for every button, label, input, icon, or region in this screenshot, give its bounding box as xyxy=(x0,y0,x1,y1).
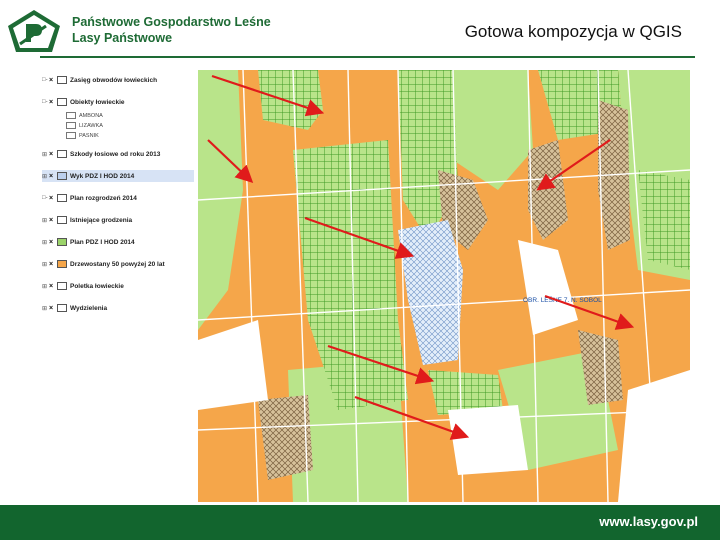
layer-label: Drzewostany 50 powyżej 20 lat xyxy=(70,260,165,268)
open-area xyxy=(448,405,528,475)
sublayer-item xyxy=(66,112,103,119)
layer-symbol-icon xyxy=(57,216,67,224)
layer-row[interactable] xyxy=(42,302,107,314)
expand-toggle-icon[interactable]: ⊞ xyxy=(42,305,48,312)
sublayer-label: LIZAWKA xyxy=(79,122,103,129)
layer-symbol-icon xyxy=(57,260,67,268)
expand-toggle-icon[interactable]: □- xyxy=(42,77,48,83)
layer-symbol-icon xyxy=(57,238,67,246)
layer-label: Zasięg obwodów łowieckich xyxy=(70,76,158,84)
expand-toggle-icon[interactable]: ⊞ xyxy=(42,261,48,268)
layer-row[interactable] xyxy=(42,236,135,248)
map-canvas[interactable] xyxy=(198,70,690,502)
expand-toggle-icon[interactable]: ⊞ xyxy=(42,173,48,180)
layer-visibility-checkbox[interactable]: × xyxy=(49,98,54,106)
layer-symbol-icon xyxy=(57,76,67,84)
layer-symbol-icon xyxy=(57,172,67,180)
fenced-plot xyxy=(258,70,323,130)
layer-visibility-checkbox[interactable]: × xyxy=(49,194,54,202)
layer-label: Szkody łosiowe od roku 2013 xyxy=(70,150,161,158)
layer-symbol-icon xyxy=(57,282,67,290)
layer-row[interactable] xyxy=(42,96,125,108)
layer-label: Wyk PDZ I HOD 2014 xyxy=(70,172,135,180)
layer-row[interactable] xyxy=(42,280,124,292)
layers-panel xyxy=(40,70,199,502)
qgis-screenshot xyxy=(40,70,690,502)
sublayer-symbol-icon xyxy=(66,122,76,129)
website-url[interactable]: www.lasy.gov.pl xyxy=(599,514,698,529)
layer-label: Wydzielenia xyxy=(70,304,108,312)
layer-symbol-icon xyxy=(57,194,67,202)
expand-toggle-icon[interactable]: □- xyxy=(42,195,48,201)
layer-row[interactable] xyxy=(42,148,160,160)
sublayer-label: PASNIK xyxy=(79,132,99,139)
expand-toggle-icon[interactable]: ⊞ xyxy=(42,217,48,224)
org-line-1: Państwowe Gospodarstwo Leśne xyxy=(72,15,271,29)
layer-row[interactable] xyxy=(42,214,132,226)
sublayer-item xyxy=(66,122,103,129)
layer-label: Plan rozgrodzeń 2014 xyxy=(70,194,137,202)
slide-header xyxy=(0,0,720,60)
layer-visibility-checkbox[interactable]: × xyxy=(49,282,54,290)
layer-row[interactable] xyxy=(42,258,165,270)
lasy-panstwowe-logo xyxy=(6,8,62,54)
layer-visibility-checkbox[interactable]: × xyxy=(49,304,54,312)
expand-toggle-icon[interactable]: ⊞ xyxy=(42,239,48,246)
slide-footer xyxy=(0,505,720,540)
layer-row[interactable] xyxy=(42,74,157,86)
layer-visibility-checkbox[interactable]: × xyxy=(49,260,54,268)
layer-visibility-checkbox[interactable]: × xyxy=(49,150,54,158)
layer-visibility-checkbox[interactable]: × xyxy=(49,172,54,180)
sublayer-label: AMBONA xyxy=(79,112,103,119)
layer-symbol-icon xyxy=(57,98,67,106)
layer-row[interactable] xyxy=(42,192,137,204)
layer-visibility-checkbox[interactable]: × xyxy=(49,216,54,224)
sublayer-symbol-icon xyxy=(66,132,76,139)
slide-title: Gotowa kompozycja w QGIS xyxy=(464,22,682,41)
map-annotation: OBR. LEŚNE 7. N. SOBOL xyxy=(523,297,602,304)
layer-symbol-icon xyxy=(57,304,67,312)
layer-label: Obiekty łowieckie xyxy=(70,98,125,106)
sublayer-symbol-icon xyxy=(66,112,76,119)
layer-label: Istniejące grodzenia xyxy=(70,216,133,224)
header-divider xyxy=(40,56,695,58)
layer-symbol-icon xyxy=(57,150,67,158)
expand-toggle-icon[interactable]: ⊞ xyxy=(42,151,48,158)
sublayer-item xyxy=(66,132,99,139)
layer-visibility-checkbox[interactable]: × xyxy=(49,238,54,246)
organization-name xyxy=(72,14,271,46)
expand-toggle-icon[interactable]: □- xyxy=(42,99,48,105)
layer-visibility-checkbox[interactable]: × xyxy=(49,76,54,84)
layer-label: Plan PDZ I HOD 2014 xyxy=(70,238,135,246)
expand-toggle-icon[interactable]: ⊞ xyxy=(42,283,48,290)
layer-row[interactable] xyxy=(42,170,194,182)
org-line-2: Lasy Państwowe xyxy=(72,31,173,45)
layer-label: Poletka łowieckie xyxy=(70,282,124,290)
